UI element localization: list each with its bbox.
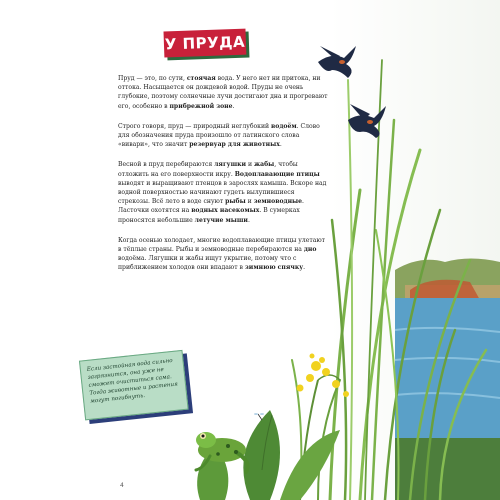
text-run: Весной в пруд перебираются: [118, 161, 215, 169]
text-run: .: [279, 141, 282, 149]
text-run: выводят и выращивают птенцов в зарослях камыша. Вскоре над водной поверхностью начинают гудеть вылупившиеся стрекозы. Всё лето в воде снуют: [118, 179, 327, 206]
note-card: [79, 350, 191, 425]
text-run: .: [303, 264, 306, 272]
text-column: [118, 74, 328, 284]
bold-term: жабы: [253, 161, 275, 169]
text-run: . В сумерках проносятся небольшие: [118, 207, 300, 224]
text-run: Когда осенью холодает, многие водоплавающие птицы улетают в тёплые страны. Рыбы и земноводные перебираются на: [118, 236, 326, 254]
bold-term: прибрежной зоне: [169, 102, 233, 110]
bold-term: стоячая: [186, 75, 216, 82]
bold-term: зимнюю спячку: [244, 264, 304, 272]
paragraph: [118, 160, 328, 224]
bold-term: земноводные: [253, 198, 303, 206]
text-run: Строго говоря, пруд — природный неглубокий: [118, 122, 272, 130]
bold-term: Водоплавающие птицы: [234, 170, 320, 178]
bold-term: резервуар для животных: [189, 141, 280, 149]
page-number: 4: [120, 482, 124, 489]
page-title: У ПРУДА: [164, 29, 247, 58]
text-run: .: [247, 216, 250, 224]
note-text: Если застойная вода сильно загрязнится, она уже не сможет очиститься сама. Тогда животные и растения могут погибнуть.: [79, 350, 189, 421]
paragraph: [118, 236, 328, 273]
text-run: , чтобы отложить на его поверхности икру.: [118, 161, 298, 178]
title-badge: [164, 29, 251, 62]
landscape: [395, 259, 500, 500]
text-run: Пруд — это, по сути,: [118, 75, 187, 82]
bold-term: лягушки: [214, 161, 247, 169]
bold-term: рыбы: [225, 198, 246, 206]
text-run: и: [246, 161, 254, 169]
text-run: . Слово для обозначения пруда произошло от латинского слова «вивари», что значит: [118, 122, 320, 149]
bold-term: водных насекомых: [191, 207, 260, 215]
bold-term: водоём: [271, 122, 297, 130]
text-run: вода. У него нет ни притока, ни оттока. Насыщается он дождевой водой. Пруды не очень глубокие, поэтому солнечные лучи достигают дна и прогревают его, особенно в: [118, 75, 328, 110]
text-run: .: [232, 102, 235, 110]
paragraph: [118, 122, 328, 150]
paragraph: [118, 74, 328, 111]
text-run: водоёма. Лягушки и жабы ищут укрытие, потому что с приближением холодов они впадают в: [118, 255, 297, 272]
text-run: и: [245, 198, 254, 206]
bold-term: летучие мыши: [194, 216, 248, 224]
text-run: . Ласточки охотятся на: [118, 198, 304, 215]
bold-term: дно: [303, 246, 317, 254]
